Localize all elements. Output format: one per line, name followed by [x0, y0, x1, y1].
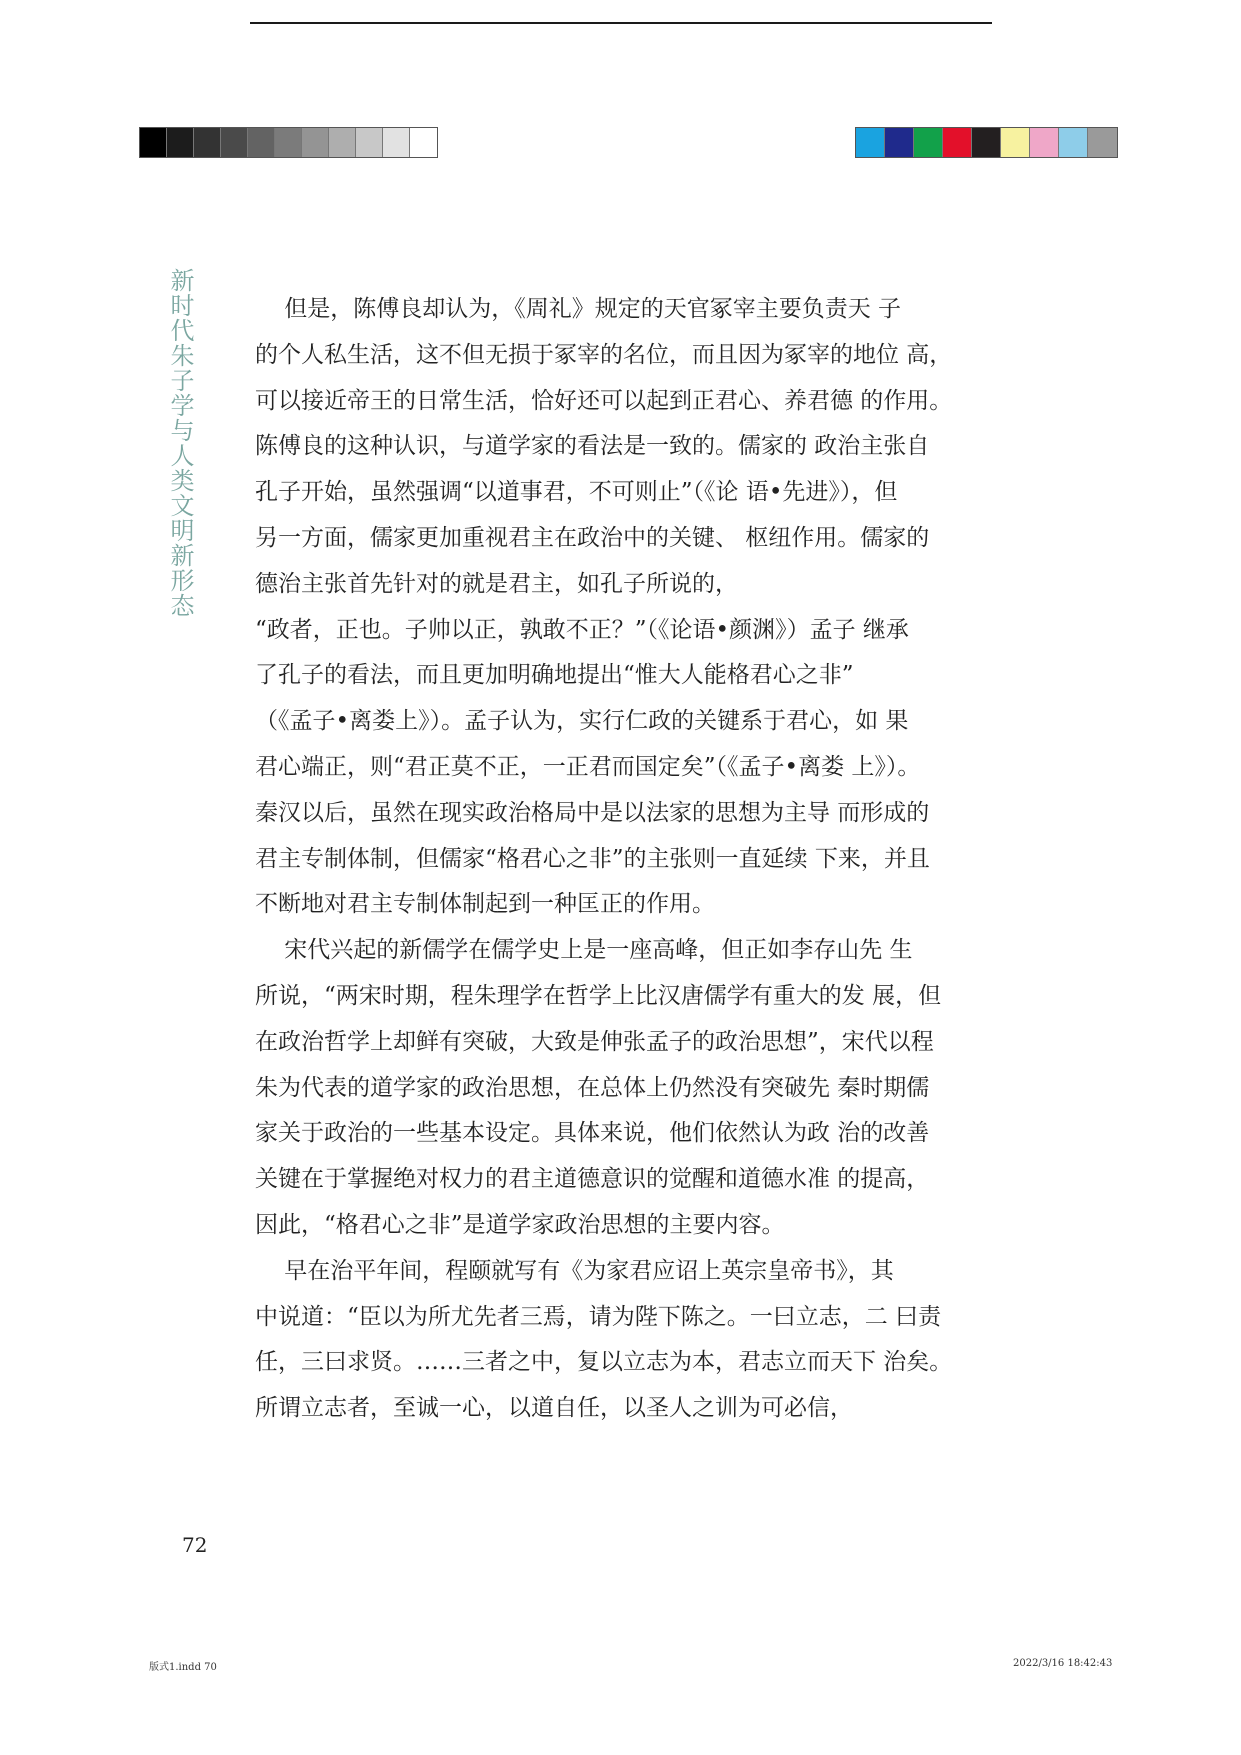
- text-line: 君主专制体制，但儒家“格君心之非”的主张则一直延续 下来，并且: [255, 845, 930, 872]
- text-line: 了孔子的看法，而且更加明确地提出“惟大人能格君心之非”: [255, 662, 854, 689]
- gray-swatch: [356, 128, 383, 157]
- gray-swatch: [221, 128, 248, 157]
- text-line: 可以接近帝王的日常生活，恰好还可以起到正君心、养君德 的作用。: [255, 387, 953, 414]
- color-swatch: [1030, 128, 1059, 157]
- color-swatch: [1088, 128, 1117, 157]
- footer-timestamp: 2022/3/16 18:42:43: [1013, 1658, 1113, 1669]
- gray-swatch: [248, 128, 275, 157]
- color-swatch: [856, 128, 885, 157]
- color-swatch: [943, 128, 972, 157]
- color-swatch: [1001, 128, 1030, 157]
- text-line: 早在治平年间，程颐就写有《为家君应诏上英宗皇帝书》，其: [255, 1257, 894, 1284]
- text-line: 家关于政治的一些基本设定。具体来说，他们依然认为政 治的改善: [255, 1120, 930, 1147]
- running-title: 新时代朱子学与人类文明新形态: [166, 268, 194, 618]
- text-line: 因此，“格君心之非”是道学家政治思想的主要内容。: [255, 1211, 785, 1238]
- text-line: 在政治哲学上却鲜有突破，大致是伸张孟子的政治思想”，宋代以程: [255, 1028, 934, 1055]
- gray-swatch: [140, 128, 167, 157]
- gray-swatch: [194, 128, 221, 157]
- text-line: 中说道：“臣以为所尤先者三焉，请为陛下陈之。一曰立志，二 曰责: [255, 1303, 942, 1330]
- text-line: 所谓立志者，至诚一心，以道自任，以圣人之训为可必信，: [255, 1395, 853, 1422]
- text-line: 宋代兴起的新儒学在儒学史上是一座高峰，但正如李存山先 生: [255, 937, 913, 964]
- text-line: （《孟子•离娄上》）。孟子认为，实行仁政的关键系于君心，如 果: [255, 708, 909, 735]
- gray-swatch: [167, 128, 194, 157]
- color-swatch: [885, 128, 914, 157]
- color-calibration-bar: [855, 127, 1118, 158]
- gray-swatch: [383, 128, 410, 157]
- footer-file-name: 版式1.indd 70: [149, 1662, 217, 1673]
- color-swatch: [914, 128, 943, 157]
- gray-swatch: [275, 128, 302, 157]
- text-line: 朱为代表的道学家的政治思想，在总体上仍然没有突破先 秦时期儒: [255, 1074, 930, 1101]
- text-line: 陈傅良的这种认识，与道学家的看法是一致的。儒家的 政治主张自: [255, 433, 930, 460]
- text-line: 但是，陈傅良却认为，《周礼》规定的天官冢宰主要负责天 子: [255, 296, 902, 322]
- text-line: 所说，“两宋时期，程朱理学在哲学上比汉唐儒学有重大的发 展，但: [255, 982, 942, 1009]
- text-line: 的个人私生活，这不但无损于冢宰的名位，而且因为冢宰的地位 高，: [255, 341, 953, 368]
- text-line: 任，三曰求贤。……三者之中，复以立志为本，君志立而天下 治矣。: [255, 1349, 953, 1376]
- top-rule: [250, 22, 992, 24]
- text-line: 德治主张首先针对的就是君主，如孔子所说的，: [255, 570, 738, 597]
- text-line: 关键在于掌握绝对权力的君主道德意识的觉醒和道德水准 的提高，: [255, 1166, 930, 1193]
- text-line: 孔子开始，虽然强调“以道事君，不可则止”（《论 语•先进》），但: [255, 479, 898, 506]
- gray-swatch: [329, 128, 356, 157]
- body-text: [255, 287, 995, 1432]
- gray-swatch: [410, 128, 437, 157]
- page-number: 72: [182, 1533, 208, 1557]
- text-line: 秦汉以后，虽然在现实政治格局中是以法家的思想为主导 而形成的: [255, 799, 930, 826]
- text-line: 君心端正，则“君正莫不正，一正君而国定矣”（《孟子•离娄 上》）。: [255, 753, 921, 780]
- text-line: 不断地对君主专制体制起到一种匡正的作用。: [255, 891, 715, 918]
- grayscale-calibration-bar: [139, 127, 438, 158]
- color-swatch: [1059, 128, 1088, 157]
- text-line: 另一方面，儒家更加重视君主在政治中的关键、 枢纽作用。儒家的: [255, 524, 930, 551]
- color-swatch: [972, 128, 1001, 157]
- text-line: “政者，正也。子帅以正，孰敢不正？”（《论语•颜渊》）孟子 继承: [255, 616, 909, 643]
- gray-swatch: [302, 128, 329, 157]
